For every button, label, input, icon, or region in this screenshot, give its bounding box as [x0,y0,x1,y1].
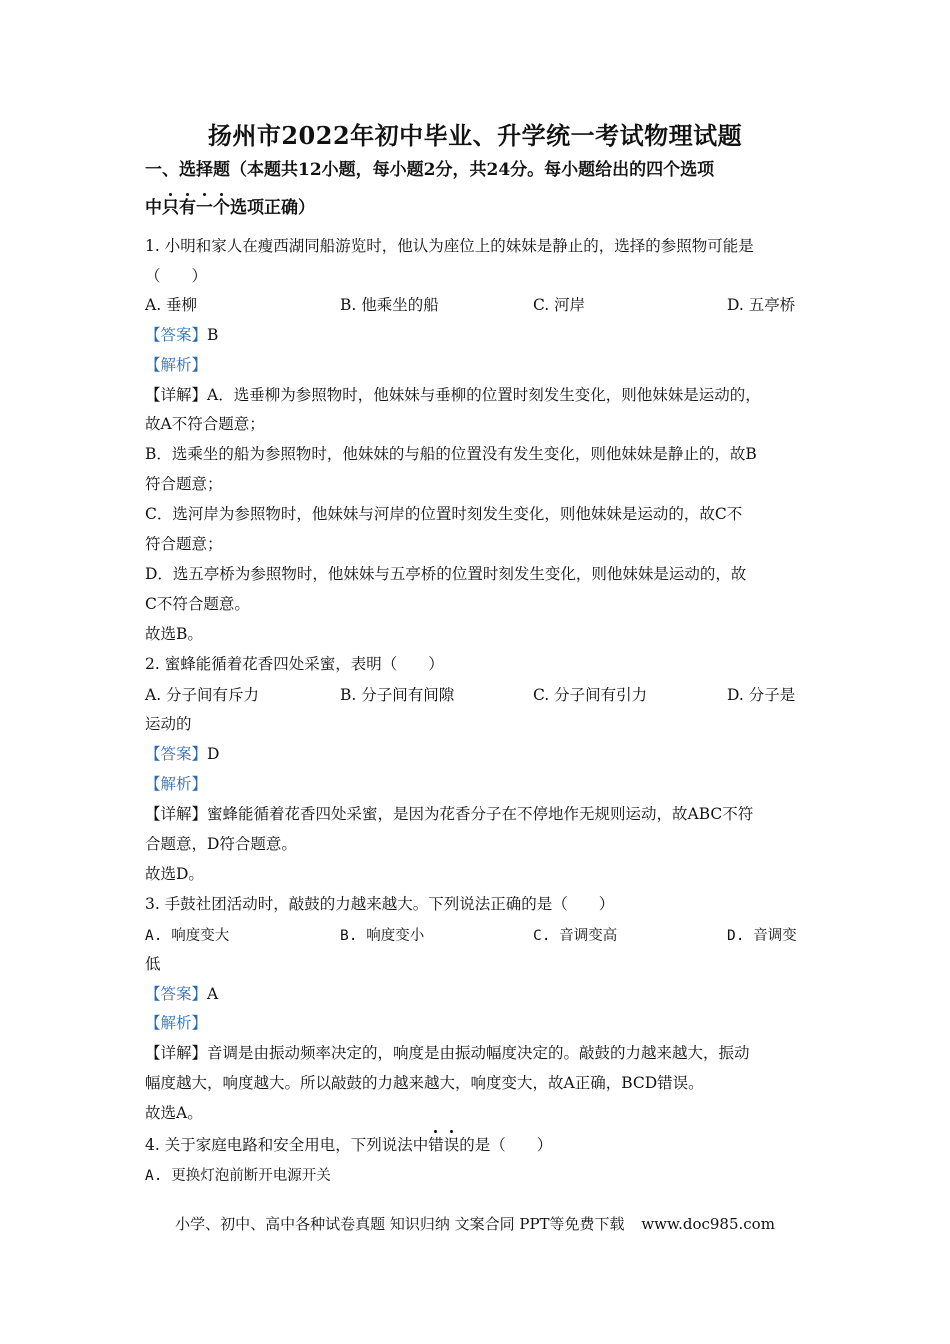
answer-tag: 【答案】 [145,985,208,1003]
emphasis-char: 一 [196,198,213,218]
page-footer [0,1213,950,1234]
footer-url-link[interactable]: www.doc985.com [641,1215,775,1233]
q3-option-c: C. 音调变高 [533,928,618,944]
emphasis-char: 错 [428,1136,444,1154]
q2-conclusion: 故选D。 [145,865,204,883]
q1-detail-line: D．选五亭桥为参照物时，他妹妹与五亭桥的位置时刻发生变化，则他妹妹是运动的，故 [145,565,747,583]
emphasis-char: 误 [443,1136,460,1154]
q1-stem-line2: （ ） [145,267,208,285]
q4-option-a: A. 更换灯泡前断开电源开关 [145,1168,331,1184]
q3-stem: 3. 手鼓社团活动时，敲鼓的力越来越大。下列说法正确的是（ ） [145,895,615,913]
q2-detail-line: 合题意，D符合题意。 [145,835,297,853]
q1-detail-line: C．选河岸为参照物时，他妹妹与河岸的位置时刻发生变化，则他妹妹是运动的，故C不 [145,505,743,523]
q1-analysis-tag: 【解析】 [145,356,208,374]
answer-tag: 【答案】 [145,326,208,344]
q1-answer [145,325,825,345]
q2-stem: 2. 蜜蜂能循着花香四处采蜜，表明（ ） [145,655,444,673]
q2-answer [145,744,825,764]
q1-detail-line: C不符合题意。 [145,595,250,613]
q1-detail-line: 故A不符合题意； [145,415,265,433]
q1-option-b: B. 他乘坐的船 [340,296,439,314]
detail-text: 音调是由振动频率决定的，响度是由振动幅度决定的。敲鼓的力越来越大，振动 [207,1044,750,1062]
answer-value: B [207,326,219,344]
detail-tag: 【详解】 [145,805,208,823]
q1-option-d: D. 五亭桥 [727,296,796,314]
q3-option-wrap: 低 [145,955,161,973]
q1-option-c: C. 河岸 [533,296,586,314]
q3-detail-line [145,1043,825,1063]
q3-option-a: A. 响度变大 [145,928,230,944]
detail-text: 蜜蜂能循着花香四处采蜜，是因为花香分子在不停地作无规则运动，故ABC不符 [207,805,754,823]
q3-answer [145,984,825,1004]
answer-value: A [207,985,219,1003]
q2-option-d: D. 分子是 [727,686,796,704]
footer-promo-text: 小学、初中、高中各种试卷真题 知识归纳 文案合同 PPT等免费下载 [175,1215,625,1233]
q2-detail-line [145,804,825,824]
q1-detail-line [145,385,825,405]
q4-stem [145,1135,825,1155]
answer-value: D [207,745,220,763]
section-header-line2 [145,198,825,218]
q2-option-c: C. 分子间有引力 [533,686,648,704]
q3-option-b: B. 响度变小 [340,928,425,944]
q3-conclusion: 故选A。 [145,1104,203,1122]
q2-option-b: B. 分子间有间隙 [340,686,455,704]
section-header-line1: 一、选择题（本题共12小题，每小题2分，共24分。每小题给出的四个选项 [145,160,715,180]
emphasis-char: 有 [179,198,196,218]
detail-tag: 【详解】 [145,1044,208,1062]
detail-tag: 【详解】 [145,386,208,404]
q1-option-a: A. 垂柳 [145,296,198,314]
emphasis-char: 个 [213,198,230,218]
q1-stem-line1: 1. 小明和家人在瘦西湖同船游览时，他认为座位上的妹妹是静止的，选择的参照物可能是 [145,237,754,255]
q2-analysis-tag: 【解析】 [145,775,208,793]
q1-detail-line: 符合题意； [145,535,223,553]
q3-option-d: D. 音调变 [727,928,797,944]
q3-detail-line: 幅度越大，响度越大。所以敲鼓的力越来越大，响度变大，故A正确，BCD错误。 [145,1074,704,1092]
q4-stem-pre: 4. 关于家庭电路和安全用电，下列说法中 [145,1136,429,1154]
section-line2-post: 选项正确） [230,198,315,218]
section-line2-pre: 中 [145,198,162,218]
emphasis-char: 只 [162,198,179,218]
q2-option-wrap: 运动的 [145,715,192,733]
detail-text: A．选垂柳为参照物时，他妹妹与垂柳的位置时刻发生变化，则他妹妹是运动的， [207,386,761,404]
q3-analysis-tag: 【解析】 [145,1014,208,1032]
page-title: 扬州市2022年初中毕业、升学统一考试物理试题 [207,121,743,150]
answer-tag: 【答案】 [145,745,208,763]
q1-detail-line: B．选乘坐的船为参照物时，他妹妹的与船的位置没有发生变化，则他妹妹是静止的，故B [145,445,757,463]
q4-stem-post: 的是（ ） [459,1136,553,1154]
q1-conclusion: 故选B。 [145,625,203,643]
q2-option-a: A. 分子间有斥力 [145,686,260,704]
q1-detail-line: 符合题意； [145,475,223,493]
